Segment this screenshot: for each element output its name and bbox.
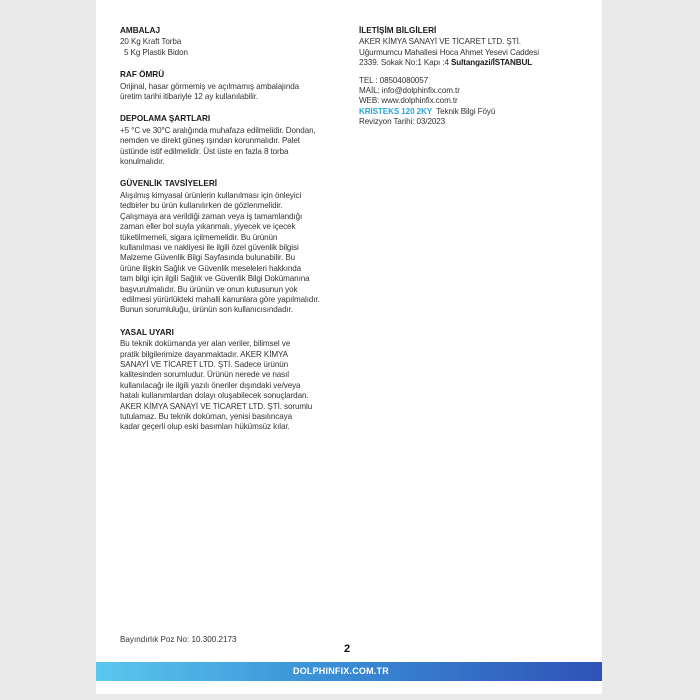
safety-line: Bunun sorumluluğu, ürünün son kullanıcısındadır.	[120, 305, 293, 315]
revision-date: Revizyon Tarihi: 03/2023	[359, 117, 446, 127]
legal-line: kadar geçerli olup eski basımları hükümsüz kılar.	[120, 422, 290, 432]
left-column	[120, 26, 358, 445]
legal-line: hatalı kullanımlardan dolayı oluşabilecek sonuçlardan.	[120, 391, 309, 401]
safety-section	[120, 179, 358, 315]
packaging-line: 5 Kg Plastik Bidon	[124, 47, 188, 57]
document-page	[96, 0, 602, 694]
safety-line: ürüne ilişkin Sağlık ve Güvenlik meseleleri hakkında	[120, 263, 302, 273]
safety-heading: GÜVENLİK TAVSİYELERİ	[120, 179, 218, 189]
shelf-life-line: üretim tarihi itibariyle 12 ay kullanılabilir.	[120, 92, 259, 102]
storage-line: +5 °C ve 30°C aralığında muhafaza edilmelidir. Dondan,	[120, 125, 316, 135]
legal-line: pratik bilgilerimize dayanmaktadır. AKER KİMYA	[120, 349, 288, 359]
shelf-life-section	[120, 70, 358, 102]
storage-heading: DEPOLAMA ŞARTLARI	[120, 114, 211, 124]
right-column	[359, 26, 589, 128]
legal-line: SANAYİ VE TİCARET LTD. ŞTİ. Sadece ürünün	[120, 359, 289, 369]
company-name: AKER KİMYA SANAYİ VE TİCARET LTD. ŞTİ.	[359, 37, 521, 47]
page-number: 2	[344, 643, 351, 655]
safety-line: Malzeme Güvenlik Bilgi Sayfasında bulunabilir. Bu	[120, 253, 296, 263]
safety-line: tedbirler bu ürün kullanılırken de gözlenmelidir.	[120, 201, 283, 211]
storage-section	[120, 114, 358, 167]
safety-line: başvurulmalıdır. Bu ürünün ve onun kutusunun yok	[120, 284, 298, 294]
safety-line: tam bilgi için ilgili Sağlık ve Güvenlik Bilgi Dokümanına	[120, 274, 310, 284]
safety-line: Alışılmış kimyasal ürünlerin kullanılması için önleyici	[120, 190, 302, 200]
product-name: KRISTEKS 120 2KY	[359, 106, 433, 116]
legal-line: Bu teknik dokümanda yer alan veriler, bilimsel ve	[120, 339, 291, 349]
spacer	[359, 69, 589, 76]
safety-line: tüketilmemeli, sigara içilmemelidir. Bu ürünün	[120, 232, 278, 242]
storage-line: nemden ve direkt güneş ışından korunmalıdır. Palet	[120, 136, 300, 146]
email-address: MAİL: info@dolphinfix.com.tr	[359, 86, 460, 96]
legal-line: kullanılacağı ile ilgili yazılı öneriler dışındaki ve/veya	[120, 380, 301, 390]
legal-line: tutulamaz. Bu teknik doküman, yenisi basılıncaya	[120, 412, 293, 421]
phone-number: TEL : 08504080057	[359, 75, 429, 85]
website-address: WEB: www.dolphinfix.com.tr	[359, 96, 458, 106]
shelf-life-heading: RAF ÖMRÜ	[120, 70, 165, 80]
product-title	[359, 107, 589, 117]
packaging-heading: AMBALAJ	[120, 26, 161, 35]
document-type: Teknik Bilgi Föyü	[432, 106, 496, 116]
storage-line: üstünde istif edilmelidir. Üst üste en fazla 8 torba	[120, 146, 289, 156]
packaging-line: 20 Kg Kraft Torba	[120, 37, 182, 47]
address-city: Sultangazi/İSTANBUL	[451, 58, 533, 68]
packaging-section	[120, 26, 358, 58]
address-line: Uğurmumcu Mahallesi Hoca Ahmet Yesevi Caddesi	[359, 47, 539, 57]
safety-line: zaman eller bol suyla yıkanmalı, yiyecek ve içecek	[120, 222, 296, 232]
address-line	[359, 58, 589, 68]
footer-website-link[interactable]: DOLPHINFIX.COM.TR	[293, 666, 389, 676]
legal-line: AKER KİMYA SANAYİ VE TİCARET LTD. ŞTİ. sorumlu	[120, 401, 313, 411]
legal-section	[120, 328, 358, 433]
address-street: 2339. Sokak No:1 Kapı :4	[359, 58, 451, 68]
safety-line: kullanılması ve nakliyesi ile ilgili özel güvenlik bilgisi	[120, 242, 299, 252]
safety-line: Çalışmaya ara verildiği zaman veya iş tamamlandığı	[120, 211, 303, 221]
legal-heading: YASAL UYARI	[120, 327, 174, 337]
legal-line: kalitesinden sorumludur. Ürünün nerede ve nasıl	[120, 370, 289, 380]
storage-line: konulmalıdır.	[120, 157, 165, 167]
contact-heading: İLETİŞİM BİLGİLERİ	[359, 26, 437, 35]
footer-bar	[96, 662, 602, 681]
public-works-reference: Bayındırlık Poz No: 10.300.2173	[120, 635, 237, 644]
shelf-life-line: Orijinal, hasar görmemiş ve açılmamış ambalajında	[120, 81, 300, 91]
safety-line: edilmesi yürürlükteki mahalli kanunlara göre yapılmalıdır.	[120, 294, 320, 304]
